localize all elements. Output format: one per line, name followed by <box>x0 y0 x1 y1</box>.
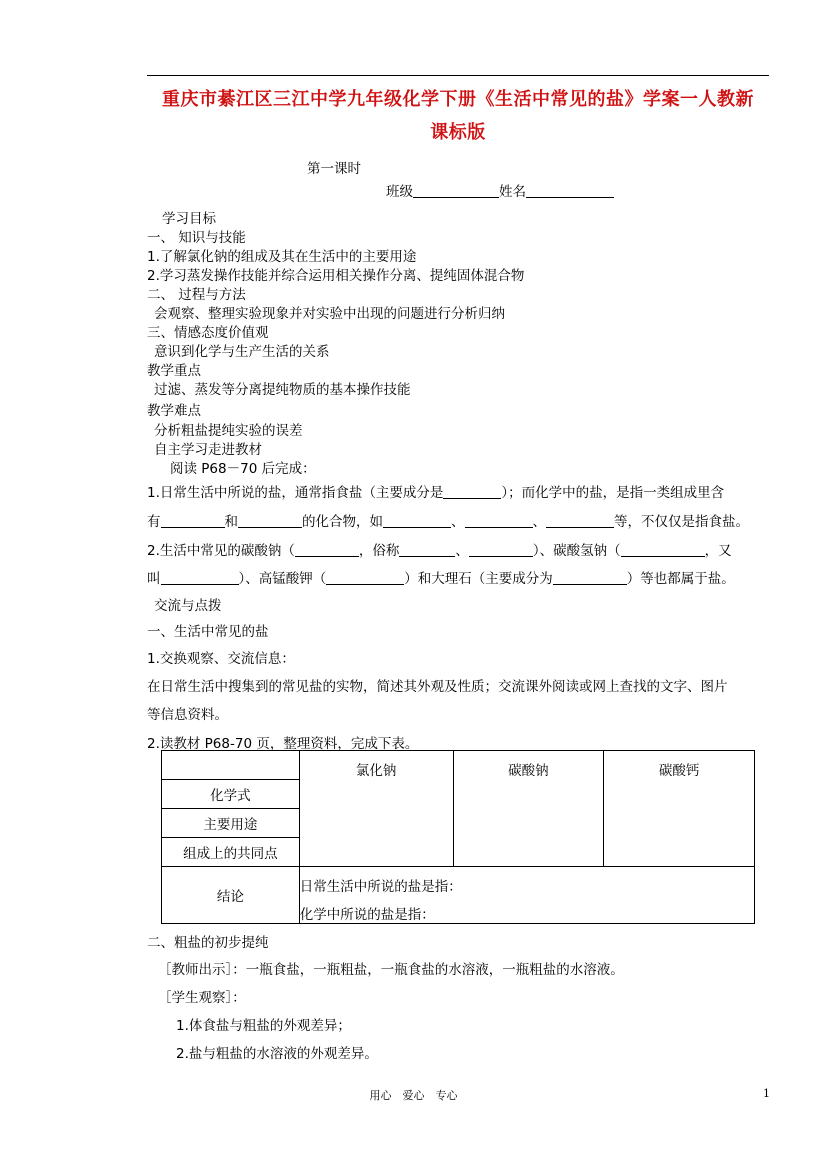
q2-text: ）等也都属于盐。 <box>626 571 735 587</box>
answer-blank[interactable] <box>553 570 627 585</box>
q2-text: ，又 <box>704 543 732 559</box>
exchange-item: 2.读教材 P68-70 页，整理资料，完成下表。 <box>147 736 419 752</box>
row-label-conclusion: 结论 <box>162 867 300 924</box>
answer-blank[interactable] <box>161 570 239 585</box>
answer-blank[interactable] <box>295 542 359 557</box>
difficulty-heading: 教学难点 <box>147 403 201 419</box>
exchange-heading: 交流与点拨 <box>154 598 222 614</box>
self-study-heading: 自主学习走进教材 <box>154 442 262 458</box>
difficulty-text: 分析粗盐提纯实验的误差 <box>154 423 303 439</box>
q1-text: ）；而化学中的盐，是指一类组成里含 <box>501 485 725 501</box>
answer-blank[interactable] <box>238 513 302 528</box>
observation-item: 2.盐与粗盐的水溶液的外观差异。 <box>176 1046 378 1062</box>
objective-item: 会观察、整理实验现象并对实验中出现的问题进行分析归纳 <box>154 306 505 322</box>
answer-blank[interactable] <box>161 513 225 528</box>
q1-text: 、 <box>532 514 546 530</box>
lesson-label: 第一课时 <box>307 161 361 177</box>
observation-item: 1.体食盐与粗盐的外观差异； <box>176 1018 351 1034</box>
q2-text: ，俗称 <box>358 543 400 559</box>
q2-text: 叫 <box>147 571 161 587</box>
q2-text: ）、碳酸氢钠（ <box>532 543 621 559</box>
question-1-line-1 <box>147 481 724 501</box>
question-2-line-1 <box>147 539 732 559</box>
q2-text: 、 <box>455 543 469 559</box>
objective-section-2: 二、 过程与方法 <box>147 287 246 303</box>
name-label: 姓名 <box>499 184 526 200</box>
header-rule <box>147 75 769 76</box>
objective-section-1: 一、 知识与技能 <box>147 230 246 246</box>
q2-text: ）、高锰酸钾（ <box>238 571 327 587</box>
answer-blank[interactable] <box>326 570 404 585</box>
objective-item: 2.学习蒸发操作技能并综合运用相关操作分离、提纯固体混合物 <box>147 268 525 284</box>
exchange-paragraph-cont: 等信息资料。 <box>147 707 228 723</box>
answer-blank[interactable] <box>383 513 451 528</box>
answer-blank[interactable] <box>465 513 533 528</box>
q1-text: 的化合物，如 <box>302 514 383 530</box>
answer-blank[interactable] <box>399 542 455 557</box>
exchange-item: 1.交换观察、交流信息： <box>147 651 295 667</box>
row-label-formula: 化学式 <box>162 780 300 809</box>
page-number: 1 <box>763 1087 770 1100</box>
conclusion-cell[interactable] <box>299 867 754 924</box>
answer-blank[interactable] <box>469 542 533 557</box>
objective-item: 意识到化学与生产生活的关系 <box>154 344 330 360</box>
objectives-heading: 学习目标 <box>162 211 216 227</box>
section-heading: 二、粗盐的初步提纯 <box>147 935 269 951</box>
table-corner-cell <box>162 751 300 780</box>
row-label-common: 组成上的共同点 <box>162 838 300 867</box>
student-observe: ［学生观察］： <box>158 990 246 1006</box>
document-title: 重庆市綦江区三江中学九年级化学下册《生活中常见的盐》学案一人教新 <box>162 89 754 110</box>
header-sodium-chloride[interactable]: 氯化钠 <box>299 751 453 867</box>
answer-blank[interactable] <box>546 513 614 528</box>
objective-item: 1.了解氯化钠的组成及其在生活中的主要用途 <box>147 249 417 265</box>
q1-text: 、 <box>451 514 465 530</box>
row-label-uses: 主要用途 <box>162 809 300 838</box>
objective-section-3: 三、情感态度价值观 <box>147 325 269 341</box>
q1-text: 有 <box>147 514 161 530</box>
question-2-line-2 <box>147 567 735 587</box>
conclusion-line-2: 化学中所说的盐是指： <box>299 907 435 923</box>
q1-text: 等，不仅仅是指食盐。 <box>614 514 749 530</box>
q1-text: 1.日常生活中所说的盐，通常指食盐（主要成分是 <box>147 485 444 501</box>
header-sodium-carbonate[interactable]: 碳酸钠 <box>453 751 604 867</box>
name-blank[interactable] <box>526 183 614 198</box>
exchange-paragraph: 在日常生活中搜集到的常见盐的实物，简述其外观及性质；交流课外阅读或网上查找的文字、图片 <box>147 679 728 695</box>
header-calcium-carbonate[interactable]: 碳酸钙 <box>604 751 755 867</box>
reading-instruction: 阅读 P68－70 后完成： <box>170 461 316 477</box>
q2-text: 2.生活中常见的碳酸钠（ <box>147 543 295 559</box>
section-heading: 一、生活中常见的盐 <box>147 624 269 640</box>
class-blank[interactable] <box>413 183 499 198</box>
teacher-demo: ［教师出示］：一瓶食盐，一瓶粗盐，一瓶食盐的水溶液，一瓶粗盐的水溶液。 <box>158 962 624 978</box>
answer-blank[interactable] <box>621 542 705 557</box>
document-title-cont: 课标版 <box>430 122 486 143</box>
class-label: 班级 <box>386 184 413 200</box>
answer-blank[interactable] <box>443 484 501 499</box>
key-points-text: 过滤、蒸发等分离提纯物质的基本操作技能 <box>154 382 411 398</box>
q1-text: 和 <box>224 514 238 530</box>
key-points-heading: 教学重点 <box>147 363 201 379</box>
class-name-line <box>386 180 614 200</box>
conclusion-line-1: 日常生活中所说的盐是指： <box>299 879 462 895</box>
footer-motto: 用心 爱心 专心 <box>369 1089 458 1102</box>
salt-comparison-table <box>161 750 755 924</box>
q2-text: ）和大理石（主要成分为 <box>404 571 553 587</box>
question-1-line-2 <box>147 510 749 530</box>
